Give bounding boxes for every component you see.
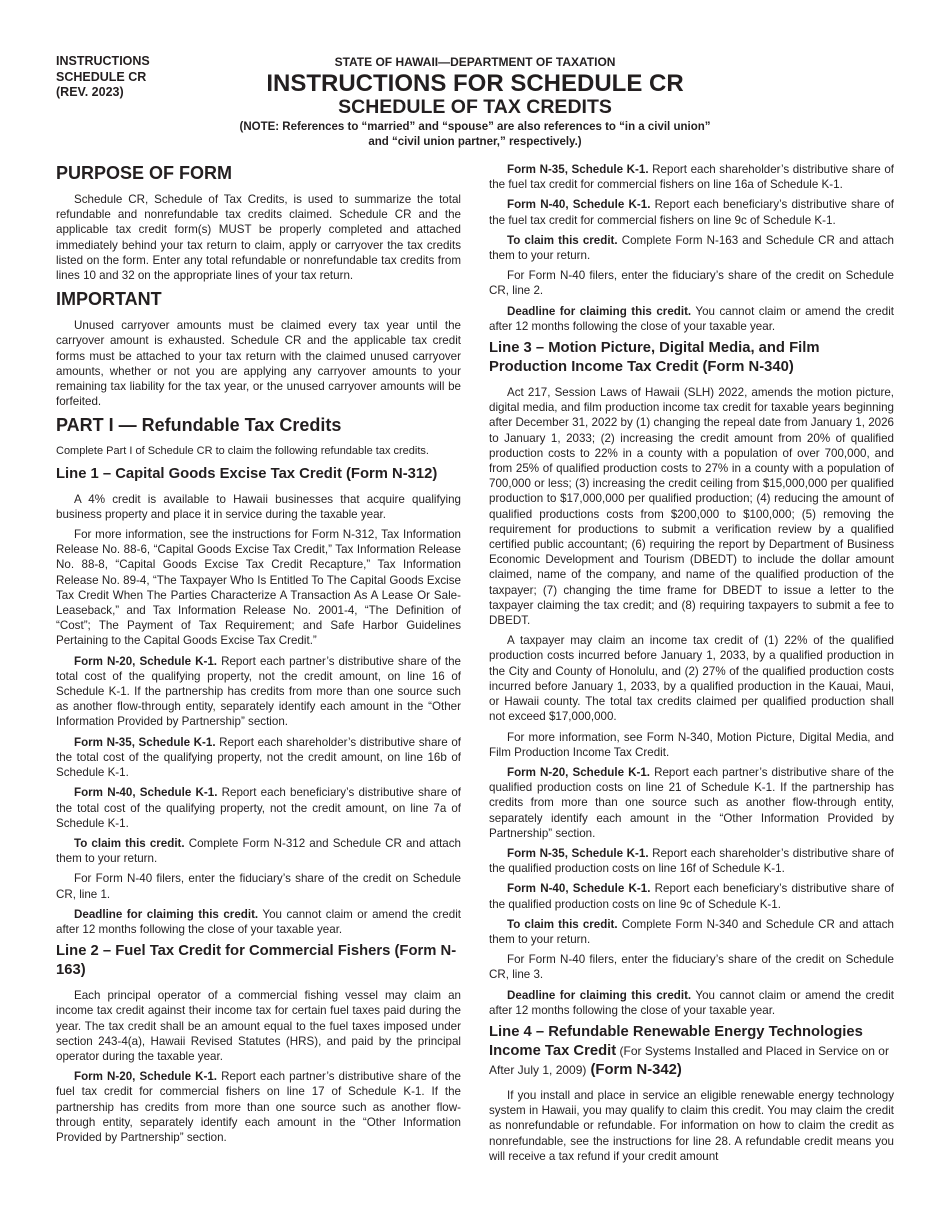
deadline-text: You cannot claim or amend the credit after 12 months following the close of your taxable year. — [489, 304, 894, 333]
document-subtitle: SCHEDULE OF TAX CREDITS — [338, 96, 612, 118]
line3-heading: Line 3 – Motion Picture, Digital Media, and Film Production Income Tax Credit (Form N-340) — [489, 340, 820, 376]
part1-intro: Complete Part I of Schedule CR to claim the following refundable tax credits. — [56, 445, 429, 458]
line4-heading-form: (Form N-342) — [586, 1061, 682, 1078]
note-line: (NOTE: References to “married” and “spouse” are also references to “in a civil union” — [239, 121, 711, 133]
line3-paragraph: Act 217, Session Laws of Hawaii (SLH) 2022, amends the motion picture, digital media, and film production income tax credit for taxable years beginning after December 31, 2022 by (1) changing the repeal date from January 1, 2026 to January 1, 2033; (2) increasing the credit amount from 20% of qualified production costs to 22% in a county with a population of over 700,000, and from 25% of qualified production costs to 27% in a county with a population of 700,000 or less; (3) increasing the credit ceiling from $15,000,000 per qualified production to $17,000,000 per qualified production; (4) reducing the amount of qualified productions costs from $200,000 to $100,000; (5) removing the requirement for productions to submit a verification review by a qualified certified public accountant; (6) requiring the report by Department of Business Economic Development and Tourism (DBEDT) to include the dollar amount claimed, name of the company, and name of the qualified production of the taxpayer; (7) changing the time frame for DBEDT to issue a letter to the taxpayer claiming the tax credit; and (8) requiring taxpayers to submit a fee to DBEDT. — [489, 386, 894, 628]
line3-fiduciary-paragraph: For Form N-40 filers, enter the fiduciary’s share of the credit on Schedule CR, line 3. — [489, 953, 894, 982]
important-heading: IMPORTANT — [56, 289, 162, 310]
n35-label: Form N-35, Schedule K-1. — [74, 735, 216, 749]
line2-paragraph: Each principal operator of a commercial fishing vessel may claim an income tax credit against their income tax for certain fuel taxes paid during the year. The tax credit shall be an amount equal to the fuel taxes imposed under section 243-4(a), Hawaii Revised Statutes (HRS), and paid by the principal operator during the taxable year. — [56, 989, 461, 1063]
line3-deadline-paragraph — [489, 988, 894, 1018]
n20-text: Report each partner’s distributive share of the qualified production costs on line 21 of Schedule K-1. If the partnership has credits from more than one source such as another flow-through entity, separately identify each amount in the “Other Information Provided by Partnership” section. — [489, 765, 894, 840]
document-title: INSTRUCTIONS FOR SCHEDULE CR — [266, 70, 684, 97]
n40-text: Report each beneficiary’s distributive share of the fuel tax credit for commercial fishers on line 9c of Schedule K-1. — [489, 198, 894, 227]
line2-claim-paragraph — [489, 233, 894, 263]
n40-label: Form N-40, Schedule K-1. — [507, 882, 651, 896]
line1-fiduciary-paragraph: For Form N-40 filers, enter the fiduciary’s share of the credit on Schedule CR, line 1. — [56, 872, 461, 901]
n35-text: Report each shareholder’s distributive share of the total cost of the qualifying property, not the credit amount, on line 16b of Schedule K-1. — [56, 735, 461, 780]
line4-heading-qualifier: (For Systems Installed and Placed in Service on or After July 1, 2009) — [489, 1043, 889, 1077]
document-header — [200, 54, 750, 150]
left-column — [56, 162, 461, 1150]
part1-heading: PART I — Refundable Tax Credits — [56, 415, 342, 436]
important-paragraph: Unused carryover amounts must be claimed every tax year until the carryover amount is exhausted. Schedule CR and the applicable tax credit forms must be attached to your tax return with the claimed unused carryover amounts, whether or not you are applying any carryover amounts to your remaining tax liability for the tax year, or the unused carryover amounts will be forfeited. — [56, 319, 461, 409]
agency-name: STATE OF HAWAII—DEPARTMENT OF TAXATION — [334, 55, 616, 69]
form-id-line: SCHEDULE CR — [56, 69, 147, 84]
deadline-label: Deadline for claiming this credit. — [507, 304, 692, 318]
n20-label: Form N-20, Schedule K-1. — [507, 765, 650, 779]
line3-n20-paragraph — [489, 765, 894, 841]
n20-label: Form N-20, Schedule K-1. — [74, 654, 217, 668]
line2-deadline-paragraph — [489, 304, 894, 334]
line4-heading — [489, 1023, 894, 1080]
line2-n35-paragraph — [489, 162, 894, 192]
claim-text: Complete Form N-340 and Schedule CR and attach them to your return. — [489, 917, 894, 946]
claim-label: To claim this credit. — [74, 836, 185, 850]
line3-n40-paragraph — [489, 881, 894, 911]
line1-deadline-paragraph — [56, 907, 461, 937]
line4-paragraph: If you install and place in service an eligible renewable energy technology system in Hawaii, you may qualify to claim this credit. You may claim the credit as nonrefundable or refundable. For information on how to claim the credit as nonrefundable, see the instructions for line 28. A refundable credit means you will receive a tax refund if your credit amount — [489, 1088, 894, 1163]
line1-claim-paragraph — [56, 836, 461, 866]
line2-heading: Line 2 – Fuel Tax Credit for Commercial Fishers (Form N-163) — [56, 943, 457, 979]
line2-fiduciary-paragraph: For Form N-40 filers, enter the fiduciary’s share of the credit on Schedule CR, line 2. — [489, 269, 894, 298]
line1-n35-paragraph — [56, 735, 461, 781]
deadline-label: Deadline for claiming this credit. — [74, 907, 259, 921]
n35-label: Form N-35, Schedule K-1. — [507, 846, 649, 860]
claim-label: To claim this credit. — [507, 917, 618, 931]
line3-paragraph: A taxpayer may claim an income tax credit of (1) 22% of the qualified production costs incurred before January 1, 2033, by a qualified production in the City and County of Honolulu, and (2) 27% of the qualified production costs incurred before January 1, 2033, by a qualified production in the Kauai, Maui, or Hawaii county. The total tax credits claimed per qualified production shall not exceed $17,000,000. — [489, 634, 894, 724]
line1-paragraph: A 4% credit is available to Hawaii businesses that acquire qualifying business property and place it in service during the taxable year. — [56, 492, 461, 521]
note-line: and “civil union partner,” respectively.) — [368, 136, 582, 148]
purpose-heading: PURPOSE OF FORM — [56, 163, 233, 183]
line3-paragraph: For more information, see Form N-340, Motion Picture, Digital Media, and Film Production Income Tax Credit. — [489, 730, 894, 759]
n40-text: Report each beneficiary’s distributive share of the qualified production costs on line 9c of Schedule K-1. — [489, 882, 894, 911]
n20-text: Report each partner’s distributive share of the fuel tax credit for commercial fishers on line 17 of Schedule K-1. If the partnership has credits from more than one source such as another flow-through entity, separately identify each amount in the “Other Information Provided by Partnership” section. — [56, 1070, 461, 1144]
right-column — [489, 162, 894, 1169]
line1-paragraph: For more information, see the instructions for Form N-312, Tax Information Release No. 88-6, “Capital Goods Excise Tax Credit,” Tax Information Release No. 88-8, “Capital Goods Excise Tax Credit Recapture,” Tax Information Release No. 89-4, “The Taxpayer Who Is Entitled To The Capital Goods Excise Tax Credit When The Parties Characterize A Transaction As A Lease Or Sale-Leaseback,” and Tax Information Release No. 2001-4, “The Definition of “Cost”; The Payment of Tax Requirement; and Safe Harbor Guidelines Pertaining to the Capital Goods Excise Tax Credit.” — [56, 528, 461, 648]
line2-n20-paragraph — [56, 1069, 461, 1145]
line1-n40-paragraph — [56, 785, 461, 831]
n35-label: Form N-35, Schedule K-1. — [507, 163, 649, 176]
n40-label: Form N-40, Schedule K-1. — [507, 198, 651, 212]
civil-union-note — [200, 120, 750, 150]
n40-label: Form N-40, Schedule K-1. — [74, 786, 218, 800]
line3-n35-paragraph — [489, 846, 894, 876]
line4-heading-main: Line 4 – Refundable Renewable Energy Technologies Income Tax Credit — [489, 1023, 863, 1059]
claim-label: To claim this credit. — [507, 233, 618, 247]
form-id-line: (REV. 2023) — [56, 85, 124, 99]
deadline-text: You cannot claim or amend the credit after 12 months following the close of your taxable year. — [56, 907, 461, 936]
line3-claim-paragraph — [489, 917, 894, 947]
purpose-paragraph: Schedule CR, Schedule of Tax Credits, is used to summarize the total refundable and nonrefundable tax credits claimed. Schedule CR and the applicable tax credit form(s) MUST be properly completed and attached immediately behind your tax return to claim, apply or carryover the tax credits listed on the form. Enter any total refundable or nonrefundable tax credits from lines 10 and 32 on the appropriate lines of your tax return. — [56, 193, 461, 283]
form-identifier — [56, 54, 150, 101]
n35-text: Report each shareholder’s distributive share of the qualified production costs on line 16f of Schedule K-1. — [489, 846, 894, 876]
n20-text: Report each partner’s distributive share of the total cost of the qualifying property, not the credit amount, on line 16 of Schedule K-1. If the partnership has credits from more than one source such as another flow-through entity, separately identify each amount in the “Other Information Provided by Partnership” section. — [56, 654, 461, 729]
line1-n20-paragraph — [56, 654, 461, 730]
n20-label: Form N-20, Schedule K-1. — [74, 1070, 217, 1084]
line1-heading: Line 1 – Capital Goods Excise Tax Credit (Form N-312) — [56, 465, 438, 482]
n35-text: Report each shareholder’s distributive share of the fuel tax credit for commercial fishers on line 16a of Schedule K-1. — [489, 163, 894, 192]
claim-text: Complete Form N-312 and Schedule CR and attach them to your return. — [56, 836, 461, 866]
form-id-line: INSTRUCTIONS — [56, 54, 150, 68]
line2-n40-paragraph — [489, 197, 894, 227]
deadline-label: Deadline for claiming this credit. — [507, 988, 692, 1002]
claim-text: Complete Form N-163 and Schedule CR and attach them to your return. — [489, 233, 894, 263]
n40-text: Report each beneficiary’s distributive share of the total cost of the qualifying property, not the credit amount, on line 7a of Schedule K-1. — [56, 786, 461, 830]
deadline-text: You cannot claim or amend the credit after 12 months following the close of your taxable year. — [489, 988, 894, 1017]
